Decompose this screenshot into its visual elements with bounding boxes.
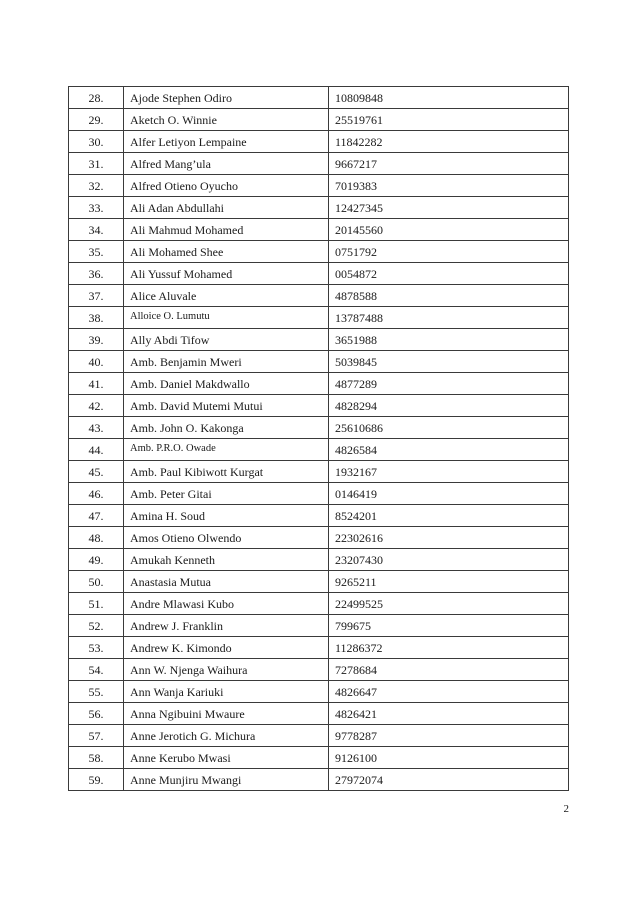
- table-row: [69, 637, 569, 659]
- id-number-cell: 799675: [329, 615, 569, 637]
- name-cell: Amb. P.R.O. Owade: [124, 439, 329, 461]
- table-row: [69, 439, 569, 461]
- name-cell: Ann Wanja Kariuki: [124, 681, 329, 703]
- row-number-cell: 57.: [69, 725, 124, 747]
- table-row: [69, 175, 569, 197]
- row-number-cell: 38.: [69, 307, 124, 329]
- name-cell: Ali Mahmud Mohamed: [124, 219, 329, 241]
- row-number-cell: 43.: [69, 417, 124, 439]
- id-number-cell: 3651988: [329, 329, 569, 351]
- id-number-cell: 11286372: [329, 637, 569, 659]
- name-cell: Alloice O. Lumutu: [124, 307, 329, 329]
- name-cell: Anne Munjiru Mwangi: [124, 769, 329, 791]
- id-number-cell: 23207430: [329, 549, 569, 571]
- name-cell: Alfred Otieno Oyucho: [124, 175, 329, 197]
- name-cell: Ali Yussuf Mohamed: [124, 263, 329, 285]
- name-cell: Amb. Peter Gitai: [124, 483, 329, 505]
- row-number-cell: 47.: [69, 505, 124, 527]
- name-cell: Ally Abdi Tifow: [124, 329, 329, 351]
- id-number-cell: 27972074: [329, 769, 569, 791]
- name-cell: Amina H. Soud: [124, 505, 329, 527]
- name-cell: Amukah Kenneth: [124, 549, 329, 571]
- name-cell: Andre Mlawasi Kubo: [124, 593, 329, 615]
- row-number-cell: 53.: [69, 637, 124, 659]
- table-row: [69, 307, 569, 329]
- row-number-cell: 32.: [69, 175, 124, 197]
- name-cell: Amb. Paul Kibiwott Kurgat: [124, 461, 329, 483]
- name-cell: Amb. John O. Kakonga: [124, 417, 329, 439]
- table-row: [69, 571, 569, 593]
- row-number-cell: 51.: [69, 593, 124, 615]
- table-row: [69, 483, 569, 505]
- id-number-cell: 4878588: [329, 285, 569, 307]
- id-number-cell: 1932167: [329, 461, 569, 483]
- id-number-cell: 22302616: [329, 527, 569, 549]
- name-cell: Anne Kerubo Mwasi: [124, 747, 329, 769]
- row-number-cell: 33.: [69, 197, 124, 219]
- table-row: [69, 615, 569, 637]
- table-row: [69, 351, 569, 373]
- table-row: [69, 241, 569, 263]
- id-number-cell: 9778287: [329, 725, 569, 747]
- roster-table: [68, 86, 569, 791]
- id-number-cell: 25519761: [329, 109, 569, 131]
- id-number-cell: 9667217: [329, 153, 569, 175]
- row-number-cell: 37.: [69, 285, 124, 307]
- id-number-cell: 4826584: [329, 439, 569, 461]
- row-number-cell: 58.: [69, 747, 124, 769]
- id-number-cell: 0146419: [329, 483, 569, 505]
- name-cell: Amb. David Mutemi Mutui: [124, 395, 329, 417]
- row-number-cell: 50.: [69, 571, 124, 593]
- row-number-cell: 35.: [69, 241, 124, 263]
- name-cell: Andrew K. Kimondo: [124, 637, 329, 659]
- table-row: [69, 769, 569, 791]
- table-row: [69, 593, 569, 615]
- table-row: [69, 373, 569, 395]
- table-row: [69, 681, 569, 703]
- id-number-cell: 5039845: [329, 351, 569, 373]
- name-cell: Alice Aluvale: [124, 285, 329, 307]
- row-number-cell: 29.: [69, 109, 124, 131]
- table-row: [69, 285, 569, 307]
- table-row: [69, 219, 569, 241]
- name-cell: Amb. Benjamin Mweri: [124, 351, 329, 373]
- name-cell: Ali Adan Abdullahi: [124, 197, 329, 219]
- id-number-cell: 7278684: [329, 659, 569, 681]
- row-number-cell: 59.: [69, 769, 124, 791]
- row-number-cell: 31.: [69, 153, 124, 175]
- name-cell: Ajode Stephen Odiro: [124, 87, 329, 109]
- id-number-cell: 13787488: [329, 307, 569, 329]
- id-number-cell: 7019383: [329, 175, 569, 197]
- row-number-cell: 30.: [69, 131, 124, 153]
- id-number-cell: 12427345: [329, 197, 569, 219]
- id-number-cell: 22499525: [329, 593, 569, 615]
- name-cell: Ali Mohamed Shee: [124, 241, 329, 263]
- table-row: [69, 461, 569, 483]
- id-number-cell: 4826647: [329, 681, 569, 703]
- row-number-cell: 39.: [69, 329, 124, 351]
- row-number-cell: 49.: [69, 549, 124, 571]
- name-cell: Ann W. Njenga Waihura: [124, 659, 329, 681]
- table-row: [69, 263, 569, 285]
- id-number-cell: 8524201: [329, 505, 569, 527]
- name-cell: Alfer Letiyon Lempaine: [124, 131, 329, 153]
- name-cell: Anne Jerotich G. Michura: [124, 725, 329, 747]
- row-number-cell: 46.: [69, 483, 124, 505]
- id-number-cell: 11842282: [329, 131, 569, 153]
- table-row: [69, 703, 569, 725]
- table-row: [69, 549, 569, 571]
- name-cell: Anna Ngibuini Mwaure: [124, 703, 329, 725]
- name-cell: Amb. Daniel Makdwallo: [124, 373, 329, 395]
- table-row: [69, 87, 569, 109]
- row-number-cell: 36.: [69, 263, 124, 285]
- table-row: [69, 527, 569, 549]
- id-number-cell: 4826421: [329, 703, 569, 725]
- row-number-cell: 41.: [69, 373, 124, 395]
- row-number-cell: 45.: [69, 461, 124, 483]
- table-row: [69, 505, 569, 527]
- id-number-cell: 0054872: [329, 263, 569, 285]
- table-row: [69, 109, 569, 131]
- row-number-cell: 34.: [69, 219, 124, 241]
- row-number-cell: 56.: [69, 703, 124, 725]
- row-number-cell: 55.: [69, 681, 124, 703]
- row-number-cell: 44.: [69, 439, 124, 461]
- id-number-cell: 9265211: [329, 571, 569, 593]
- row-number-cell: 40.: [69, 351, 124, 373]
- table-row: [69, 659, 569, 681]
- row-number-cell: 52.: [69, 615, 124, 637]
- name-cell: Anastasia Mutua: [124, 571, 329, 593]
- table-row: [69, 153, 569, 175]
- row-number-cell: 42.: [69, 395, 124, 417]
- roster-table-body: [69, 87, 569, 791]
- name-cell: Aketch O. Winnie: [124, 109, 329, 131]
- id-number-cell: 20145560: [329, 219, 569, 241]
- row-number-cell: 28.: [69, 87, 124, 109]
- id-number-cell: 10809848: [329, 87, 569, 109]
- table-row: [69, 329, 569, 351]
- id-number-cell: 4877289: [329, 373, 569, 395]
- table-row: [69, 417, 569, 439]
- table-row: [69, 747, 569, 769]
- page-number: 2: [563, 803, 569, 815]
- id-number-cell: 0751792: [329, 241, 569, 263]
- row-number-cell: 54.: [69, 659, 124, 681]
- table-row: [69, 197, 569, 219]
- table-row: [69, 725, 569, 747]
- table-row: [69, 131, 569, 153]
- id-number-cell: 4828294: [329, 395, 569, 417]
- name-cell: Amos Otieno Olwendo: [124, 527, 329, 549]
- row-number-cell: 48.: [69, 527, 124, 549]
- table-row: [69, 395, 569, 417]
- name-cell: Alfred Mang’ula: [124, 153, 329, 175]
- id-number-cell: 9126100: [329, 747, 569, 769]
- id-number-cell: 25610686: [329, 417, 569, 439]
- name-cell: Andrew J. Franklin: [124, 615, 329, 637]
